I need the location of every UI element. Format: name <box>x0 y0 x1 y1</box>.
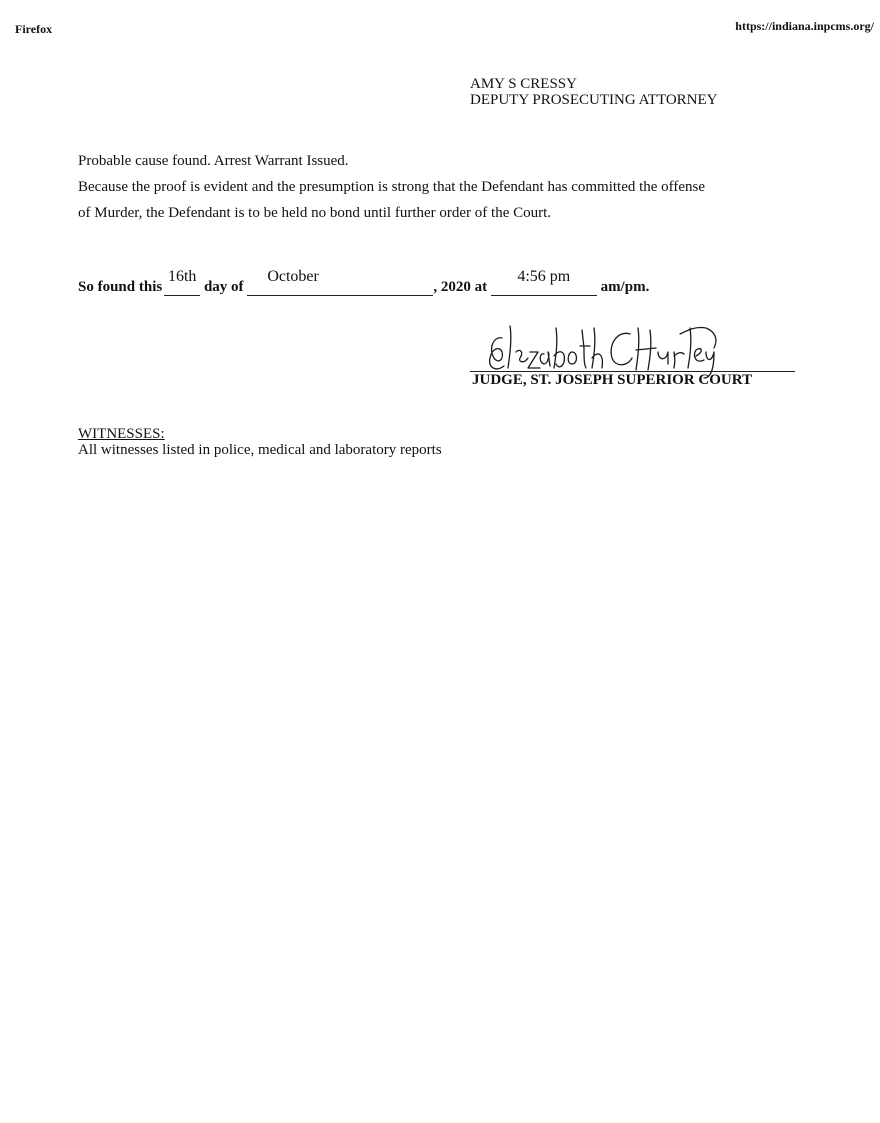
browser-app-name: Firefox <box>15 22 53 36</box>
prosecutor-name: AMY S CRESSY <box>470 76 577 92</box>
day-of-label: day of <box>203 279 244 295</box>
day-field <box>164 268 200 296</box>
finding-line-3: of Murder, the Defendant is to be held no bond until further order of the Court. <box>78 205 552 221</box>
month-field <box>247 268 433 296</box>
year-text: , 2020 at <box>433 279 488 295</box>
prosecutor-title: DEPUTY PROSECUTING ATTORNEY <box>470 92 718 108</box>
page-url: https://indiana.inpcms.org/ <box>735 19 874 33</box>
time-field <box>491 268 597 296</box>
witnesses-text: All witnesses listed in police, medical and laboratory reports <box>78 442 442 458</box>
finding-line-2: Because the proof is evident and the presumption is strong that the Defendant has committed the offense <box>78 179 706 195</box>
ampm-label: am/pm. <box>600 279 650 295</box>
day-value: 16th <box>167 268 197 285</box>
found-date-line <box>78 268 650 300</box>
witnesses-title: WITNESSES: <box>78 426 165 442</box>
month-value: October <box>267 268 319 285</box>
time-value: 4:56 pm <box>517 268 571 285</box>
prosecutor-block <box>470 76 718 108</box>
court-finding <box>78 148 828 226</box>
judge-label: JUDGE, ST. JOSEPH SUPERIOR COURT <box>472 372 753 388</box>
finding-line-1: Probable cause found. Arrest Warrant Issued. <box>78 153 349 169</box>
found-prefix: So found this <box>78 279 163 295</box>
